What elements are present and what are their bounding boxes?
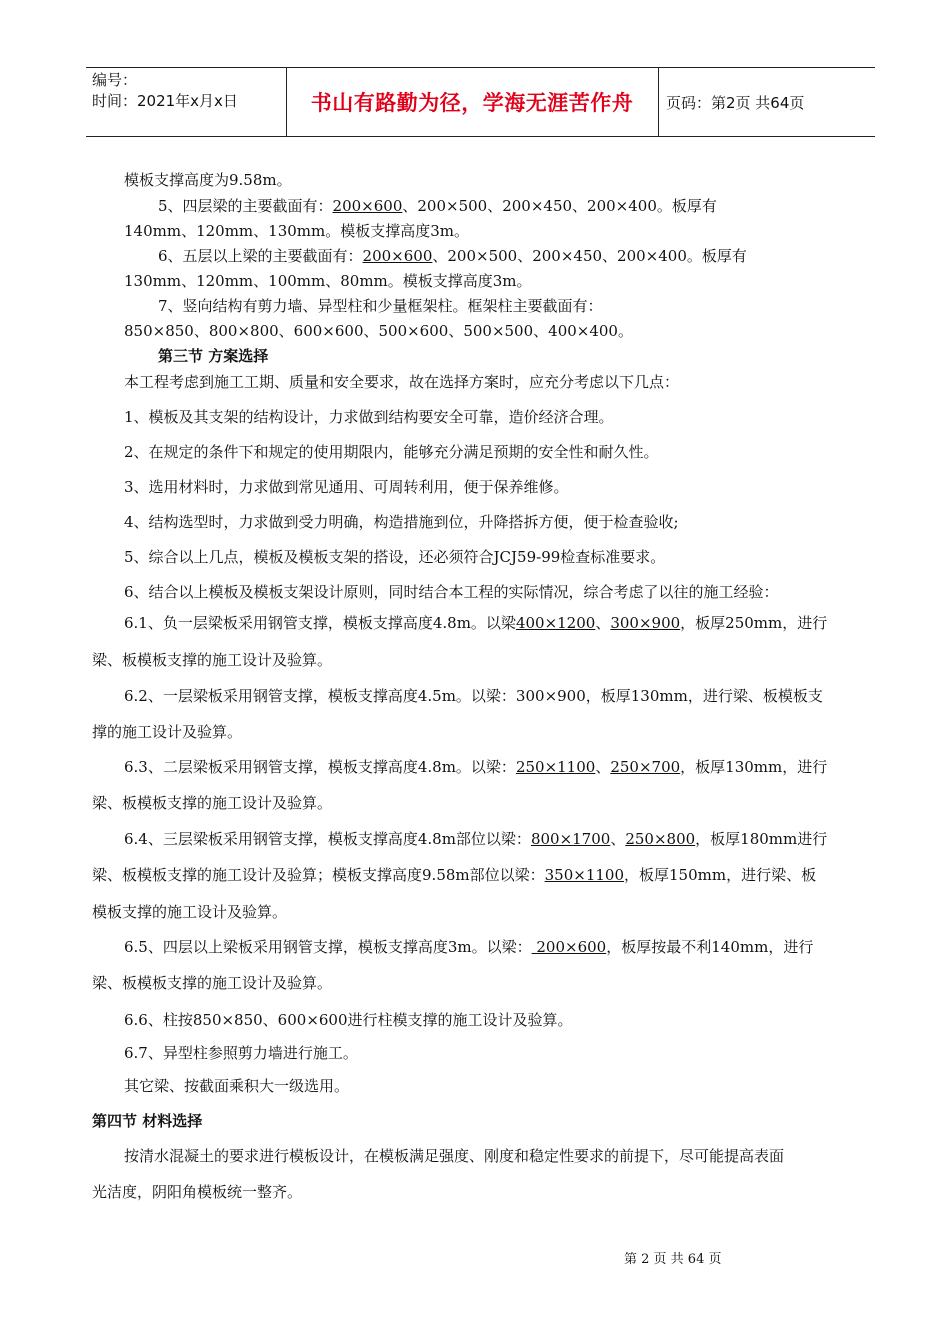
body-line: 撑的施工设计及验算。 xyxy=(92,723,243,741)
body-line: 6.6、柱按850×850、600×600进行柱模支撑的施工设计及验算。 xyxy=(124,1011,573,1029)
section-heading: 第三节 方案选择 xyxy=(158,347,269,365)
header-motto: 书山有路勤为径，学海无涯苦作舟 xyxy=(310,91,634,115)
body-line: 6.5、四层以上梁板采用钢管支撑，模板支撑高度3m。以梁： 200×600，板厚按最不利140mm，进行 xyxy=(124,938,814,956)
body-line: 6.3、二层梁板采用钢管支撑，模板支撑高度4.8m。以梁：250×1100、250×700，板厚130mm，进行 xyxy=(124,758,828,776)
underlined-dimension: 200×600 xyxy=(531,938,607,956)
body-line: 1、模板及其支架的结构设计，力求做到结构要安全可靠，造价经济合理。 xyxy=(124,408,614,426)
page-footer: 第 2 页 共 64 页 xyxy=(624,1252,722,1267)
body-line: 6.4、三层梁板采用钢管支撑，模板支撑高度4.8m部位以梁：800×1700、250×800，板厚180mm进行 xyxy=(124,830,828,848)
body-line: 6、五层以上梁的主要截面有：200×600、200×500、200×450、200×400。板厚有 xyxy=(158,247,747,265)
underlined-dimension: 200×600 xyxy=(332,197,403,215)
body-line: 梁、板模板支撑的施工设计及验算。 xyxy=(92,794,333,812)
section-heading: 第四节 材料选择 xyxy=(92,1112,203,1130)
body-line: 梁、板模板支撑的施工设计及验算。 xyxy=(92,974,333,992)
header-number-label: 编号： xyxy=(92,71,138,89)
body-line: 130mm、120mm、100mm、80mm。模板支撑高度3m。 xyxy=(124,272,532,290)
page-header xyxy=(86,67,875,137)
body-line: 4、结构选型时，力求做到受力明确，构造措施到位，升降搭拆方便，便于检查验收; xyxy=(124,513,679,531)
header-date-label: 时间：2021年x月x日 xyxy=(92,92,238,110)
body-line: 6.2、一层梁板采用钢管支撑，模板支撑高度4.5m。以梁：300×900，板厚130mm，进行梁、板模板支 xyxy=(124,687,823,705)
body-line: 梁、板模板支撑的施工设计及验算；模板支撑高度9.58m部位以梁：350×1100，板厚150mm，进行梁、板 xyxy=(92,866,817,884)
body-line: 6.1、负一层梁板采用钢管支撑，模板支撑高度4.8m。以梁400×1200、300×900，板厚250mm，进行 xyxy=(124,614,828,632)
body-line: 6、结合以上模板及模板支架设计原则，同时结合本工程的实际情况，综合考虑了以往的施工经验： xyxy=(124,583,779,601)
body-line: 模板支撑的施工设计及验算。 xyxy=(92,903,288,921)
body-line: 梁、板模板支撑的施工设计及验算。 xyxy=(92,651,333,669)
body-line: 7、竖向结构有剪力墙、异型柱和少量框架柱。框架柱主要截面有： xyxy=(158,297,603,315)
body-line: 6.7、异型柱参照剪力墙进行施工。 xyxy=(124,1044,358,1062)
underlined-dimension: 400×1200 xyxy=(515,614,596,632)
underlined-dimension: 300×900 xyxy=(610,614,681,632)
header-divider xyxy=(658,68,659,136)
body-line: 其它梁、按截面乘积大一级选用。 xyxy=(124,1077,350,1095)
body-line: 光洁度，阴阳角模板统一整齐。 xyxy=(92,1183,303,1201)
body-line: 3、选用材料时，力求做到常见通用、可周转利用，便于保养维修。 xyxy=(124,478,569,496)
underlined-dimension: 250×700 xyxy=(610,758,681,776)
underlined-dimension: 350×1100 xyxy=(544,866,624,884)
body-line: 本工程考虑到施工工期、质量和安全要求，故在选择方案时，应充分考虑以下几点： xyxy=(124,373,680,391)
body-line: 模板支撑高度为9.58m。 xyxy=(124,171,292,189)
header-page-info: 页码：第2页 共64页 xyxy=(666,93,805,112)
header-meta xyxy=(92,70,284,112)
body-line: 5、四层梁的主要截面有：200×600、200×500、200×450、200×400。板厚有 xyxy=(158,197,717,215)
body-line: 5、综合以上几点，模板及模板支架的搭设，还必须符合JCJ59-99检查标准要求。 xyxy=(124,548,666,566)
underlined-dimension: 200×600 xyxy=(362,247,433,265)
body-line: 2、在规定的条件下和规定的使用期限内，能够充分满足预期的安全性和耐久性。 xyxy=(124,443,659,461)
body-line: 850×850、800×800、600×600、500×600、500×500、400×400。 xyxy=(124,322,633,340)
underlined-dimension: 250×1100 xyxy=(515,758,596,776)
underlined-dimension: 250×800 xyxy=(625,830,696,848)
body-line: 140mm、120mm、130mm。模板支撑高度3m。 xyxy=(124,222,470,240)
underlined-dimension: 800×1700 xyxy=(530,830,611,848)
body-line: 按清水混凝土的要求进行模板设计，在模板满足强度、刚度和稳定性要求的前提下，尽可能提高表面 xyxy=(124,1147,785,1165)
